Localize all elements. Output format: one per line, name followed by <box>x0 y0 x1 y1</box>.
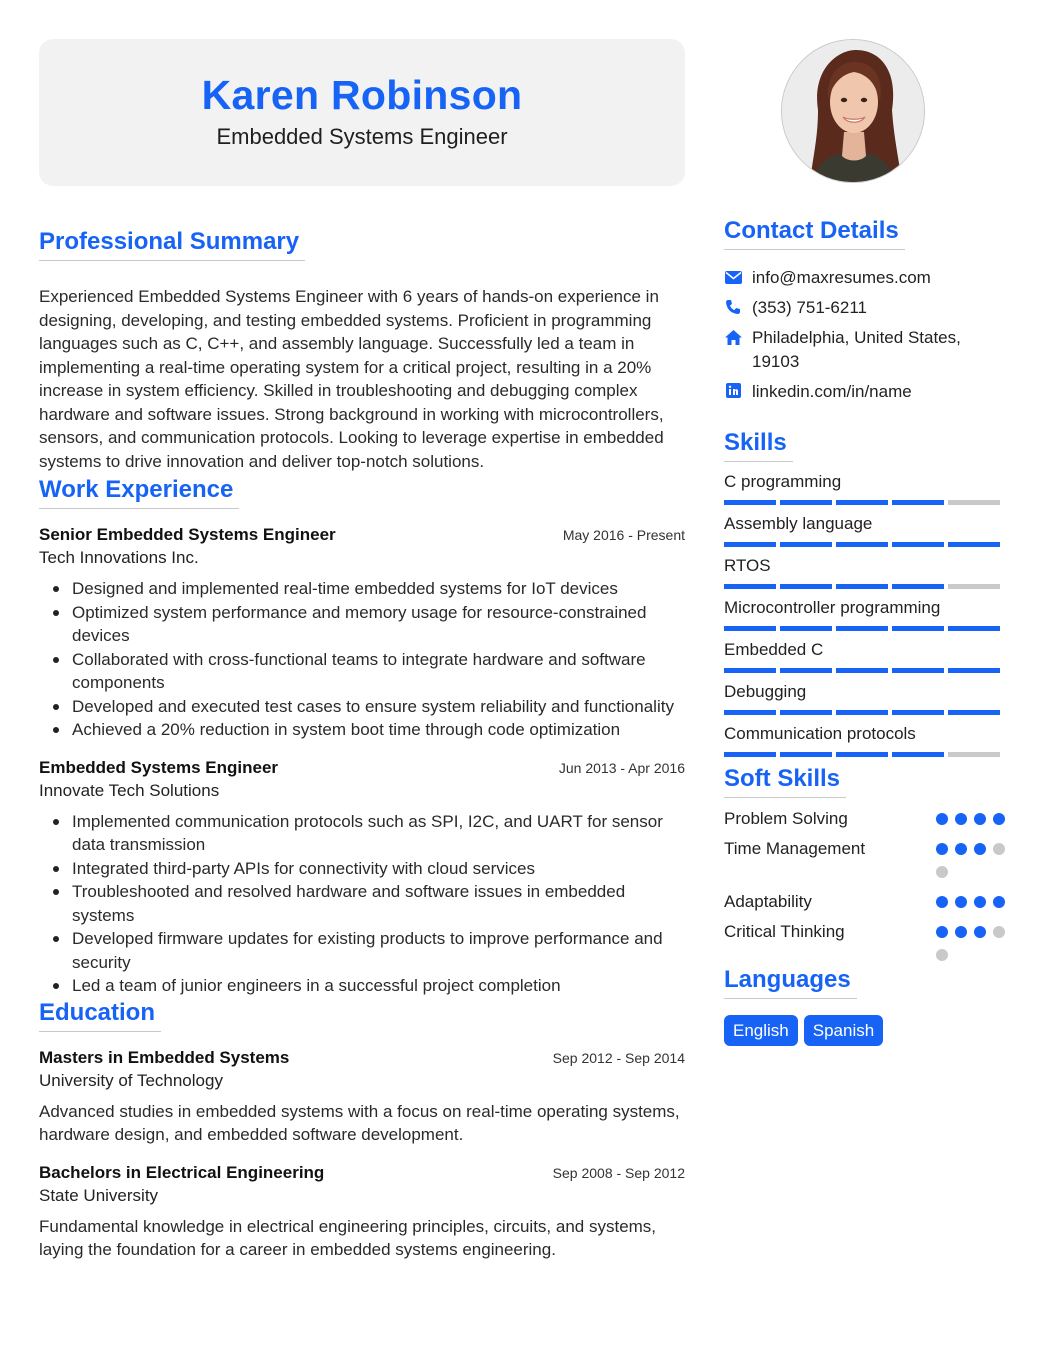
skill-level-bar <box>724 710 1004 715</box>
email-text[interactable]: info@maxresumes.com <box>752 268 931 287</box>
phone-text[interactable]: (353) 751-6211 <box>752 298 867 317</box>
summary-section <box>39 228 685 473</box>
soft-skill-label: Problem Solving <box>724 809 848 828</box>
soft-skill-rating <box>932 838 1004 883</box>
education-entry <box>39 1048 685 1147</box>
skill-level-segment <box>948 500 1000 505</box>
education-entry <box>39 1163 685 1262</box>
section-heading-soft-skills: Soft Skills <box>724 765 846 798</box>
job-bullets <box>39 577 685 742</box>
job-company: Innovate Tech Solutions <box>39 780 220 800</box>
section-heading-summary: Professional Summary <box>39 228 305 261</box>
soft-skill-rating <box>932 891 1004 913</box>
rating-dot <box>993 926 1005 938</box>
skill-level-bar <box>724 584 1004 589</box>
contact-list <box>724 266 1004 403</box>
soft-skill-label: Critical Thinking <box>724 922 845 941</box>
list-item: Developed firmware updates for existing products to improve performance and security <box>39 927 685 974</box>
skill-level-segment <box>892 500 944 505</box>
skill-level-segment <box>780 752 832 757</box>
skill-label: Embedded C <box>724 640 824 659</box>
list-item: Optimized system performance and memory usage for resource-constrained devices <box>39 601 685 648</box>
rating-dot <box>993 813 1005 825</box>
list-item: Troubleshooted and resolved hardware and software issues in embedded systems <box>39 880 685 927</box>
job-dates: Jun 2013 - Apr 2016 <box>558 759 685 776</box>
rating-dot <box>974 926 986 938</box>
list-item: Collaborated with cross-functional teams to integrate hardware and software components <box>39 648 685 695</box>
education-description: Fundamental knowledge in electrical engineering principles, circuits, and systems, laying the foundation for a career in embedded systems engineering. <box>39 1216 657 1259</box>
skill-item <box>724 681 1004 715</box>
skill-item <box>724 723 1004 757</box>
skill-level-bar <box>724 542 1004 547</box>
home-icon <box>724 328 742 346</box>
contact-address <box>724 326 1004 373</box>
job-company: Tech Innovations Inc. <box>39 548 199 567</box>
skill-label: Microcontroller programming <box>724 598 941 617</box>
main-column <box>39 39 685 1262</box>
summary-text: Experienced Embedded Systems Engineer with 6 years of hands-on experience in designing, developing, and testing embedded systems. Proficient in programming languages such as C, C++, and assembly language. Successfully led a team in implementing a real-time operating system for a critical project, resulting in a 20% increase in system efficiency. Skilled in troubleshooting and debugging complex hardware and software issues. Strong background in working with microcontrollers, sensors, and communication protocols. Looking to leverage expertise in embedded systems to drive innovation and deliver top-notch solutions. <box>39 287 664 471</box>
school-name: University of Technology <box>39 1070 223 1090</box>
skill-label: RTOS <box>724 556 771 575</box>
education-dates: Sep 2008 - Sep 2012 <box>552 1164 685 1181</box>
experience-section <box>39 476 685 998</box>
contact-email <box>724 266 1004 290</box>
skill-label: Communication protocols <box>724 724 916 743</box>
soft-skill-rating <box>932 921 1004 966</box>
phone-icon <box>724 298 742 316</box>
skill-level-bar <box>724 500 1004 505</box>
job-title: Senior Embedded Systems Engineer <box>39 525 336 544</box>
skill-level-segment <box>948 584 1000 589</box>
soft-skill-rating <box>932 808 1004 830</box>
language-tag: English <box>724 1015 798 1046</box>
list-item: Implemented communication protocols such as SPI, I2C, and UART for sensor data transmission <box>39 810 685 857</box>
job-entry <box>39 758 685 998</box>
rating-dot <box>936 866 948 878</box>
degree-title: Bachelors in Electrical Engineering <box>39 1162 325 1182</box>
language-tag: Spanish <box>804 1015 883 1046</box>
skill-item <box>724 597 1004 631</box>
skill-level-segment <box>948 752 1000 757</box>
skill-level-segment <box>948 626 1000 631</box>
profile-photo-illustration <box>782 40 925 183</box>
job-dates: May 2016 - Present <box>562 527 685 543</box>
skill-level-bar <box>724 626 1004 631</box>
soft-skill-item <box>724 921 1004 966</box>
linkedin-text[interactable]: linkedin.com/in/name <box>752 381 912 401</box>
skill-level-segment <box>892 542 944 547</box>
rating-dot <box>955 843 967 855</box>
address-text: Philadelphia, United States, 19103 <box>752 328 961 371</box>
skill-level-segment <box>780 626 832 631</box>
skill-level-segment <box>836 500 888 505</box>
skill-level-bar <box>724 668 1004 673</box>
job-title: Embedded Systems Engineer <box>39 757 279 777</box>
resume-header <box>39 39 685 186</box>
skill-level-segment <box>724 710 776 715</box>
rating-dot <box>993 896 1005 908</box>
rating-dot <box>955 926 967 938</box>
rating-dot <box>955 896 967 908</box>
skill-level-segment <box>724 752 776 757</box>
skill-level-segment <box>724 500 776 505</box>
section-heading-contact: Contact Details <box>724 217 905 250</box>
skill-item <box>724 639 1004 673</box>
soft-skill-label: Adaptability <box>724 892 812 911</box>
contact-phone <box>724 296 1004 320</box>
list-item: Led a team of junior engineers in a successful project completion <box>39 974 685 998</box>
candidate-name: Karen Robinson <box>201 72 523 118</box>
skill-level-segment <box>836 542 888 547</box>
soft-skills-section <box>724 765 1004 966</box>
skill-level-segment <box>836 626 888 631</box>
rating-dot <box>936 949 948 961</box>
skill-level-segment <box>724 626 776 631</box>
profile-photo <box>781 39 925 183</box>
soft-skill-label: Time Management <box>724 839 866 858</box>
skill-level-segment <box>724 542 776 547</box>
rating-dot <box>936 896 948 908</box>
skill-level-segment <box>780 710 832 715</box>
list-item: Designed and implemented real-time embedded systems for IoT devices <box>39 577 685 601</box>
skill-level-segment <box>780 542 832 547</box>
skill-level-segment <box>780 584 832 589</box>
education-description: Advanced studies in embedded systems with a focus on real-time operating systems, hardware design, and embedded software development. <box>39 1101 680 1144</box>
rating-dot <box>955 813 967 825</box>
job-entry <box>39 525 685 742</box>
skill-level-segment <box>836 710 888 715</box>
skill-level-segment <box>892 752 944 757</box>
soft-skill-item <box>724 838 1004 883</box>
skill-level-segment <box>892 626 944 631</box>
skill-level-segment <box>780 668 832 673</box>
skill-level-segment <box>836 668 888 673</box>
list-item: Integrated third-party APIs for connectivity with cloud services <box>39 857 685 881</box>
rating-dot <box>936 926 948 938</box>
skill-level-segment <box>836 752 888 757</box>
skills-section <box>724 429 1004 757</box>
skill-level-segment <box>780 500 832 505</box>
rating-dot <box>974 843 986 855</box>
languages-section <box>724 966 1004 1046</box>
skill-label: Assembly language <box>724 514 873 533</box>
skill-level-bar <box>724 752 1004 757</box>
soft-skill-item <box>724 808 1004 830</box>
education-section <box>39 999 685 1262</box>
languages-list <box>724 1015 1004 1046</box>
rating-dot <box>936 843 948 855</box>
linkedin-icon <box>724 382 742 400</box>
skill-level-segment <box>724 584 776 589</box>
skill-item <box>724 471 1004 505</box>
skill-level-segment <box>724 668 776 673</box>
skill-level-segment <box>892 710 944 715</box>
rating-dot <box>974 813 986 825</box>
skill-label: Debugging <box>724 682 807 701</box>
soft-skill-item <box>724 891 1004 913</box>
rating-dot <box>993 843 1005 855</box>
rating-dot <box>936 813 948 825</box>
contact-section <box>724 217 1004 403</box>
skill-level-segment <box>892 584 944 589</box>
education-dates: Sep 2012 - Sep 2014 <box>552 1049 685 1066</box>
skill-item <box>724 513 1004 547</box>
skill-level-segment <box>948 710 1000 715</box>
school-name: State University <box>39 1185 159 1205</box>
soft-skills-list <box>724 808 1004 966</box>
list-item: Developed and executed test cases to ensure system reliability and functionality <box>39 695 685 719</box>
contact-linkedin <box>724 380 1004 404</box>
section-heading-skills: Skills <box>724 429 793 462</box>
skills-list <box>724 471 1004 757</box>
rating-dot <box>974 896 986 908</box>
section-heading-education: Education <box>39 999 161 1032</box>
section-heading-languages: Languages <box>724 966 857 999</box>
skill-level-segment <box>836 584 888 589</box>
envelope-icon <box>724 268 742 286</box>
degree-title: Masters in Embedded Systems <box>39 1047 290 1067</box>
job-bullets <box>39 810 685 998</box>
skill-item <box>724 555 1004 589</box>
skill-level-segment <box>948 668 1000 673</box>
list-item: Achieved a 20% reduction in system boot time through code optimization <box>39 718 685 742</box>
skill-level-segment <box>892 668 944 673</box>
section-heading-experience: Work Experience <box>39 476 239 509</box>
skill-label: C programming <box>724 472 842 491</box>
candidate-title: Embedded Systems Engineer <box>216 124 508 149</box>
skill-level-segment <box>948 542 1000 547</box>
sidebar-column <box>724 39 1004 1046</box>
